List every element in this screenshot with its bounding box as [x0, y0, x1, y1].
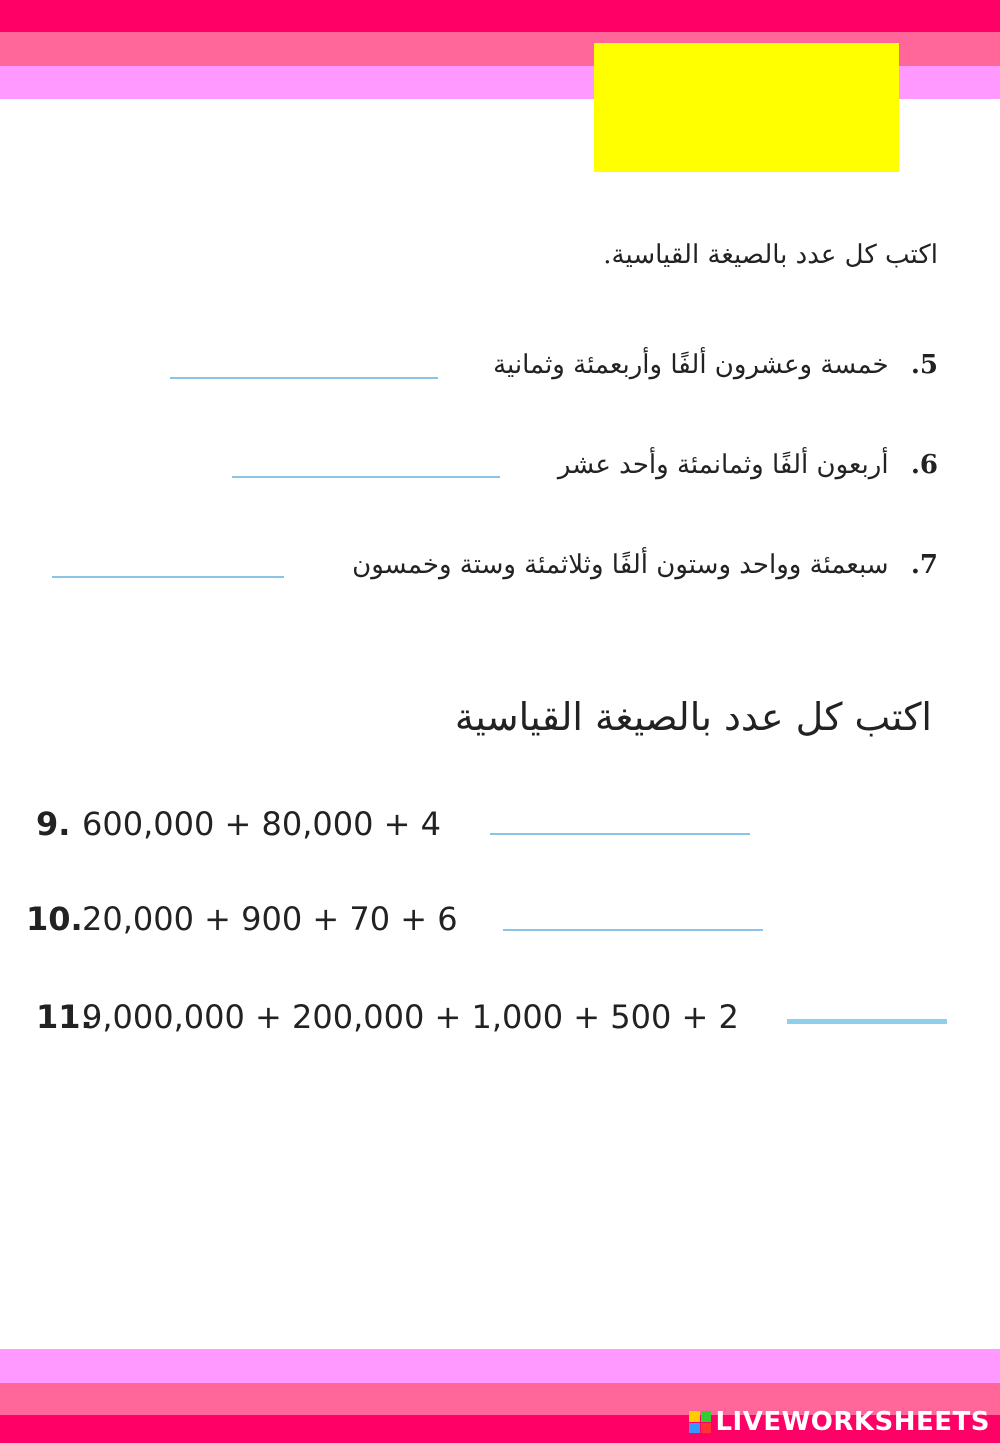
answer-line-9[interactable] [490, 833, 750, 835]
question-10-expression: 20,000 + 900 + 70 + 6 [82, 900, 458, 938]
question-7-number: 7. [910, 550, 938, 580]
top-band-dark [0, 0, 1000, 32]
liveworksheets-logo[interactable] [689, 1407, 990, 1437]
question-7-text: سبعمئة وواحد وستون ألفًا وثلاثمئة وستة وخمسون [352, 550, 889, 580]
question-6-text: أربعون ألفًا وثمانمئة وأحد عشر [557, 450, 889, 480]
question-6-number: 6. [910, 450, 938, 480]
question-9-expression: 600,000 + 80,000 + 4 [82, 805, 441, 843]
answer-line-7[interactable] [52, 576, 284, 578]
liveworksheets-logo-icon [689, 1411, 711, 1433]
section1-instruction: اكتب كل عدد بالصيغة القياسية. [603, 240, 938, 270]
score-box[interactable] [594, 43, 899, 172]
section2-instruction: اكتب كل عدد بالصيغة القياسية [454, 695, 932, 739]
question-6 [558, 450, 938, 480]
question-5-number: 5. [910, 350, 938, 380]
question-5-text: خمسة وعشرون ألفًا وأربعمئة وثمانية [493, 350, 889, 380]
question-11 [36, 998, 739, 1036]
answer-line-10[interactable] [503, 929, 763, 931]
question-11-expression: 9,000,000 + 200,000 + 1,000 + 500 + 2 [82, 998, 739, 1036]
answer-line-5[interactable] [170, 377, 438, 379]
liveworksheets-logo-text: LIVEWORKSHEETS [715, 1407, 990, 1437]
question-10 [26, 900, 458, 938]
bottom-band-light [0, 1349, 1000, 1383]
question-7 [352, 550, 938, 580]
question-9-number: 9. [36, 805, 71, 843]
question-5 [493, 350, 938, 380]
answer-line-6[interactable] [232, 476, 500, 478]
question-10-number: 10. [26, 900, 83, 938]
question-11-number: 11. [36, 998, 93, 1036]
answer-line-11[interactable] [787, 1019, 947, 1024]
question-9 [36, 805, 441, 843]
